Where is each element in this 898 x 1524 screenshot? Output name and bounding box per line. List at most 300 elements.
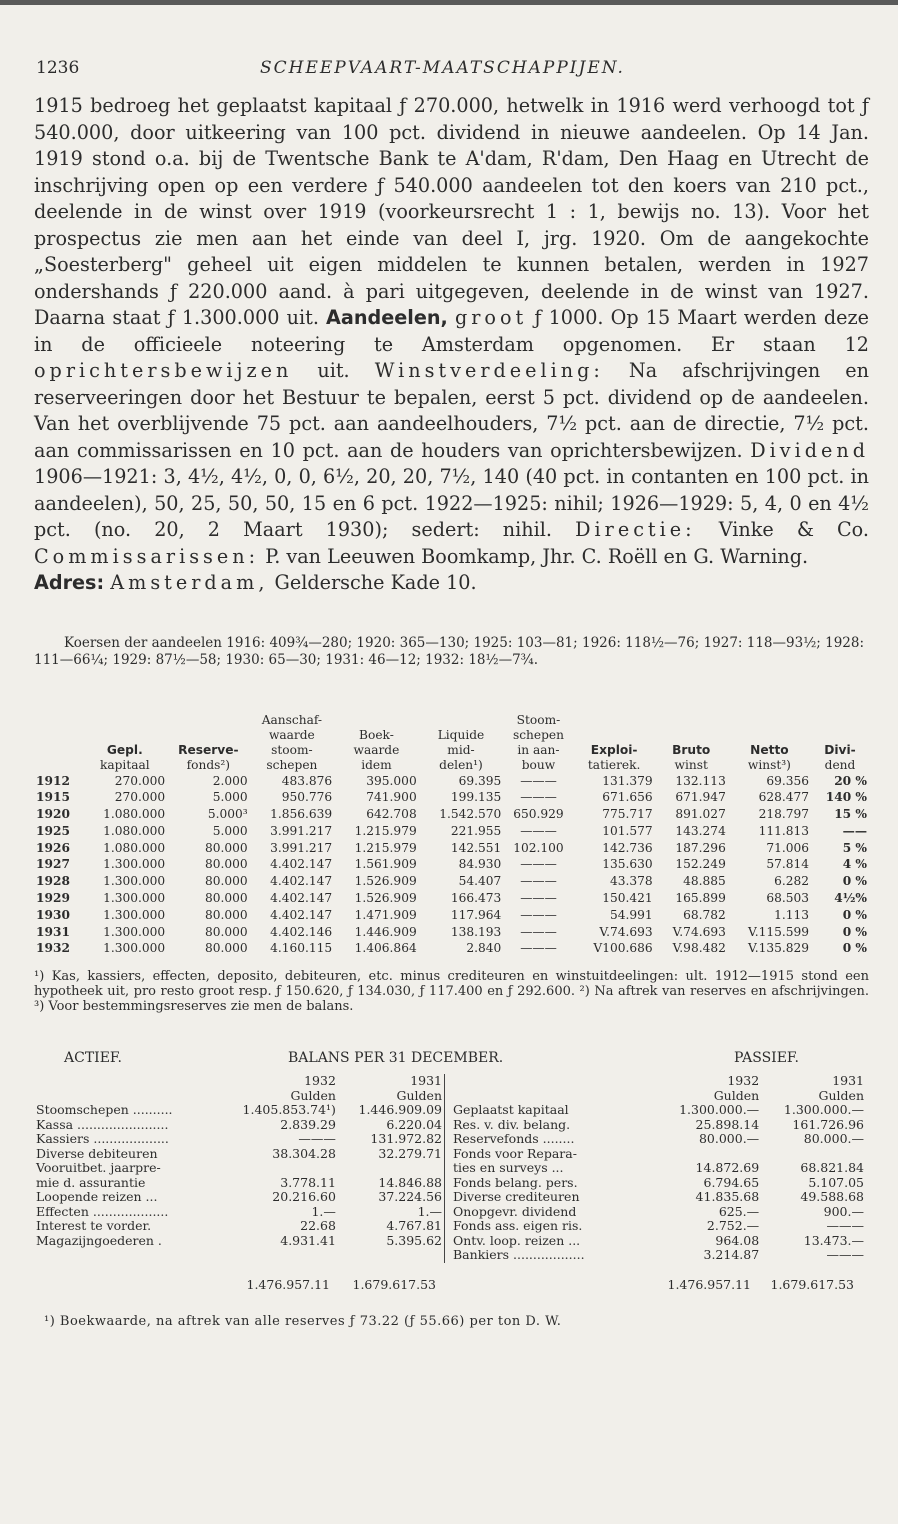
- table-cell: ———: [520, 891, 557, 906]
- row-year: 1920: [36, 807, 70, 822]
- table-cell: 1.080.000: [103, 823, 166, 838]
- actief-item-label: Stoomschepen ..........: [36, 1102, 173, 1118]
- actief-item-label: Kassa .......................: [36, 1116, 169, 1132]
- passief-year-1931: 1931: [832, 1073, 864, 1089]
- table-row: [34, 773, 869, 790]
- table-cell: 5.000³: [207, 807, 248, 822]
- header-cell: Boek-: [359, 727, 394, 742]
- row-year: 1931: [36, 924, 70, 939]
- table-cell: 80.000: [204, 857, 248, 872]
- actief-row: [34, 1103, 444, 1118]
- header-cell: Liquide: [437, 727, 485, 742]
- table-cell: 0 %: [842, 924, 867, 939]
- table-cell: V.135.829: [748, 941, 809, 956]
- header-cell: schepen: [266, 757, 318, 772]
- table-cell: ———: [520, 941, 557, 956]
- adres-street: Geldersche Kade 10.: [274, 571, 477, 594]
- header-cell: [83, 713, 168, 728]
- table-cell: 950.776: [281, 790, 333, 805]
- actief-item-value: 2.839.29: [280, 1116, 336, 1132]
- table-cell: 4.402.147: [270, 907, 333, 922]
- actief-item-value: 20.216.60: [272, 1189, 336, 1205]
- actief-item-value: 4.767.81: [386, 1218, 442, 1234]
- passief-row: [451, 1132, 866, 1147]
- passief-item-value: 964.08: [715, 1232, 760, 1248]
- table-cell: 1.406.864: [354, 941, 417, 956]
- table-cell: 1.300.000: [103, 907, 166, 922]
- table-cell: ———: [520, 907, 557, 922]
- actief-item-label: Loopende reizen ...: [36, 1189, 158, 1205]
- passief-item-label: Bankiers ..................: [453, 1247, 585, 1263]
- table-cell: 142.551: [450, 840, 502, 855]
- header-cell: [574, 728, 655, 743]
- table-cell: 102.100: [513, 840, 564, 855]
- table-cell: 5.000: [212, 823, 248, 838]
- header-cell: [728, 728, 811, 743]
- table-row: [34, 890, 869, 907]
- table-cell: ———: [520, 857, 557, 872]
- actief-unit-1932: Gulden: [290, 1087, 336, 1103]
- aandeelen-label: Aandeelen,: [326, 306, 448, 329]
- actief-item-value: 1.405.853.74¹): [242, 1102, 336, 1118]
- passief-item-value: 5.107.05: [808, 1174, 864, 1190]
- header-cell: [83, 728, 168, 743]
- table-cell: 1.113: [774, 907, 809, 922]
- row-year: 1929: [36, 891, 70, 906]
- table-cell: 68.782: [683, 907, 726, 922]
- table-cell: 4.402.147: [270, 891, 333, 906]
- table-cell: 4½%: [834, 891, 867, 906]
- passief-row: [451, 1103, 866, 1118]
- passief-item-value: 6.794.65: [703, 1174, 760, 1190]
- company-description: [34, 93, 869, 597]
- table-cell: 80.000: [204, 840, 248, 855]
- passief-item-label: Res. v. div. belang.: [453, 1116, 571, 1132]
- total-passief-1932: 1.476.957.11: [667, 1276, 751, 1292]
- passief-item-label: Fonds voor Repara-: [453, 1145, 577, 1161]
- table-cell: 165.899: [675, 891, 726, 906]
- table-cell: 1.446.909: [354, 924, 417, 939]
- table-cell: 68.503: [766, 891, 809, 906]
- table-cell: 48.885: [683, 874, 726, 889]
- header-cell: Stoom-: [516, 712, 561, 727]
- table-row: [34, 924, 869, 941]
- passief-item-value: ———: [826, 1247, 864, 1263]
- passief-item-value: 625.—: [718, 1203, 760, 1219]
- table-cell: 628.477: [758, 790, 809, 805]
- row-year: 1915: [36, 790, 70, 805]
- table-cell: 1.542.570: [439, 807, 502, 822]
- total-actief-1932: 1.476.957.11: [246, 1276, 330, 1292]
- actief-item-value: 6.220.04: [386, 1116, 442, 1132]
- table-cell: 1.215.979: [354, 840, 417, 855]
- table-cell: 0 %: [842, 907, 867, 922]
- groot-label: groot: [454, 306, 528, 329]
- table-row: [34, 856, 869, 873]
- passief-item-value: 25.898.14: [695, 1116, 760, 1132]
- header-cell: waarde: [353, 742, 400, 757]
- actief-item-value: [232, 1161, 338, 1176]
- actief-year-1931: 1931: [410, 1073, 442, 1089]
- commissarissen-label: Commissarissen:: [34, 544, 260, 568]
- balance-sheet-title: BALANS PER 31 DECEMBER.: [288, 1050, 504, 1067]
- table-cell: 4.402.147: [270, 857, 333, 872]
- row-year: 1912: [36, 773, 70, 788]
- table-cell: 131.379: [602, 773, 653, 788]
- passief-item-value: 80.000.—: [803, 1131, 864, 1147]
- actief-row: [34, 1161, 444, 1176]
- actief-item-label: Vooruitbet. jaarpre-: [36, 1160, 161, 1176]
- table-cell: 54.991: [609, 907, 653, 922]
- header-cell: winst³): [747, 757, 791, 772]
- table-row: [34, 940, 869, 957]
- actief-row: [34, 1234, 444, 1249]
- table-cell: 152.249: [675, 857, 726, 872]
- header-cell: winst: [674, 757, 708, 772]
- table-notes: ¹) Kas, kassiers, effecten, deposito, debiteuren, etc. minus crediteuren en winstuitdeelingen: ult. 1912—1915 stond een hypotheek uit, pro resto groot resp. ƒ 150.620, ƒ 134.030, ƒ 117.400 en ƒ 292.600. ²) Na aftrek van reserves en afschrijvingen. ³) Voor bestemmingsreserves zie men de balans.: [34, 969, 869, 1015]
- header-cell: Netto: [750, 742, 789, 757]
- table-cell: 80.000: [204, 907, 248, 922]
- header-cell: Aanschaf-: [261, 712, 323, 727]
- table-cell: 2.000: [212, 773, 248, 788]
- actief-row: [34, 1205, 444, 1220]
- passief-item-label: Geplaatst kapitaal: [453, 1102, 569, 1118]
- passief-title: PASSIEF.: [734, 1050, 799, 1067]
- table-row: [34, 873, 869, 890]
- actief-row: [34, 1190, 444, 1205]
- row-year: 1927: [36, 857, 70, 872]
- table-cell: 1.471.909: [354, 907, 417, 922]
- passief-item-label: Diverse crediteuren: [453, 1189, 580, 1205]
- table-cell: 218.797: [758, 807, 809, 822]
- table-cell: 54.407: [458, 874, 502, 889]
- table-cell: V.74.693: [599, 924, 653, 939]
- passief-item-value: 2.752.—: [706, 1218, 760, 1234]
- table-cell: 1.300.000: [103, 857, 166, 872]
- table-cell: V.98.482: [672, 941, 726, 956]
- table-cell: 135.630: [602, 857, 653, 872]
- actief-row: [34, 1132, 444, 1147]
- header-cell: [167, 713, 250, 728]
- paragraph-directie: Vinke & Co.: [718, 518, 869, 541]
- header-cell: stoom-: [271, 742, 313, 757]
- passief-item-label: Reservefonds ........: [453, 1131, 575, 1147]
- table-cell: V.115.599: [748, 924, 809, 939]
- table-row: [34, 840, 869, 857]
- financial-table-body: [34, 773, 869, 958]
- table-cell: 5.000: [212, 790, 248, 805]
- table-cell: 69.356: [766, 773, 809, 788]
- actief-item-value: 5.395.62: [386, 1232, 442, 1248]
- table-cell: 143.274: [675, 823, 726, 838]
- table-cell: 80.000: [204, 891, 248, 906]
- actief-side: [34, 1074, 444, 1263]
- actief-item-label: Kassiers ...................: [36, 1131, 169, 1147]
- row-year: 1926: [36, 840, 70, 855]
- passief-year-1932: 1932: [727, 1073, 760, 1089]
- paragraph-listing: ƒ 1000. Op 15 Maart werden deze in de officieele noteering te Amsterdam opgenomen. Er staan 12: [34, 306, 869, 356]
- table-cell: 117.964: [450, 907, 502, 922]
- header-cell: fonds²): [186, 757, 231, 772]
- table-cell: 140 %: [825, 790, 867, 805]
- paragraph-profit-distribution: Na afschrijvingen en reserveeringen door het Bestuur te bepalen, eerst 5 pct. dividend op de aandeelen. Van het overblijvende 75 pct. aan aandeelhouders, 7½ pct. aan de directie, 7½ pct. aan commissarissen en 10 pct. aan de houders van oprichtersbewijzen.: [34, 359, 869, 462]
- passief-rows: [451, 1103, 866, 1263]
- table-cell: 671.947: [675, 790, 726, 805]
- passief-unit-1931: Gulden: [818, 1087, 864, 1103]
- header-cell: schepen: [512, 727, 564, 742]
- table-cell: 221.955: [450, 823, 502, 838]
- passief-row: [451, 1205, 866, 1220]
- table-cell: 5 %: [842, 840, 867, 855]
- table-cell: 187.296: [675, 840, 726, 855]
- actief-item-value: ———: [298, 1131, 336, 1147]
- balance-footnote: ¹) Boekwaarde, na aftrek van alle reserves ƒ 73.22 (ƒ 55.66) per ton D. W.: [44, 1313, 562, 1329]
- passief-row: [451, 1118, 866, 1133]
- passief-row: [451, 1161, 866, 1176]
- table-cell: 0 %: [842, 874, 867, 889]
- table-cell: 80.000: [204, 874, 248, 889]
- header-cell: [419, 713, 504, 728]
- actief-row: [34, 1219, 444, 1234]
- passief-item-value: 900.—: [823, 1203, 864, 1219]
- table-cell: 111.813: [758, 823, 809, 838]
- table-cell: 1.080.000: [103, 840, 166, 855]
- passief-item-value: 14.872.69: [695, 1160, 760, 1176]
- actief-item-label: Diverse debiteuren: [36, 1145, 158, 1161]
- header-cell: Reserve-: [178, 742, 239, 757]
- actief-item-value: 3.778.11: [280, 1174, 336, 1190]
- table-cell: 57.814: [766, 857, 809, 872]
- table-cell: 15 %: [834, 807, 867, 822]
- document-page: [34, 40, 869, 1329]
- financial-table-header: [34, 713, 869, 773]
- table-cell: ———: [520, 823, 557, 838]
- passief-row: [451, 1147, 866, 1162]
- table-cell: 199.135: [450, 790, 502, 805]
- balance-sheet-title-row: [34, 1050, 869, 1072]
- table-row: [34, 806, 869, 823]
- actief-item-value: 38.304.28: [272, 1145, 336, 1161]
- header-cell: [34, 758, 83, 773]
- table-cell: 4 %: [842, 857, 867, 872]
- passief-row: [451, 1190, 866, 1205]
- table-cell: 43.378: [609, 874, 653, 889]
- table-cell: 80.000: [204, 941, 248, 956]
- table-cell: 20 %: [834, 773, 867, 788]
- row-year: 1925: [36, 823, 70, 838]
- table-cell: 395.000: [366, 773, 417, 788]
- actief-unit-1931: Gulden: [396, 1087, 442, 1103]
- header-cell: [811, 713, 869, 728]
- header-cell: idem: [361, 757, 392, 772]
- table-cell: 3.991.217: [270, 840, 333, 855]
- actief-item-value: 22.68: [300, 1218, 336, 1234]
- passief-item-value: [761, 1147, 866, 1162]
- table-cell: 3.991.217: [270, 823, 333, 838]
- actief-item-label: mie d. assurantie: [36, 1174, 146, 1190]
- passief-item-label: Onopgevr. dividend: [453, 1203, 577, 1219]
- header-cell: tatierek.: [587, 757, 641, 772]
- passief-item-value: 68.821.84: [800, 1160, 864, 1176]
- table-cell: 132.113: [675, 773, 726, 788]
- balance-sheet: [34, 1074, 869, 1263]
- header-cell: Divi-: [824, 742, 856, 757]
- table-cell: 1.856.639: [270, 807, 333, 822]
- header-cell: delen¹): [439, 757, 483, 772]
- table-cell: 150.421: [602, 891, 653, 906]
- header-cell: Bruto: [672, 742, 711, 757]
- passief-item-value: 13.473.—: [803, 1232, 864, 1248]
- balance-totals: [34, 1277, 869, 1292]
- table-cell: 80.000: [204, 924, 248, 939]
- passief-row: [451, 1176, 866, 1191]
- table-cell: 69.395: [458, 773, 502, 788]
- directie-label: Directie:: [575, 518, 696, 541]
- table-cell: 1.561.909: [354, 857, 417, 872]
- table-row: [34, 907, 869, 924]
- table-cell: ——: [842, 823, 867, 838]
- header-cell: bouw: [521, 757, 556, 772]
- header-cell: [655, 713, 728, 728]
- table-cell: 166.473: [450, 891, 502, 906]
- actief-item-label: Effecten ...................: [36, 1203, 169, 1219]
- header-cell: in aan-: [517, 742, 560, 757]
- table-row: [34, 823, 869, 840]
- passief-item-value: 161.726.96: [792, 1116, 864, 1132]
- passief-item-label: Fonds ass. eigen ris.: [453, 1218, 583, 1234]
- actief-item-value: 14.846.88: [378, 1174, 442, 1190]
- table-cell: 71.006: [766, 840, 809, 855]
- passief-row: [451, 1219, 866, 1234]
- actief-item-value: 1.—: [417, 1203, 442, 1219]
- actief-item-value: 1.446.909.09: [358, 1102, 442, 1118]
- actief-item-value: 37.224.56: [378, 1189, 442, 1205]
- passief-item-value: 41.835.68: [695, 1189, 760, 1205]
- table-cell: 1.300.000: [103, 924, 166, 939]
- table-cell: 138.193: [450, 924, 502, 939]
- actief-title: ACTIEF.: [64, 1050, 122, 1067]
- actief-item-label: Interest te vorder.: [36, 1218, 152, 1234]
- total-actief-1931: 1.679.617.53: [352, 1276, 436, 1292]
- table-cell: ———: [520, 874, 557, 889]
- header-cell: [34, 713, 83, 728]
- passief-item-value: 1.300.000.—: [679, 1102, 760, 1118]
- paragraph-commissarissen: P. van Leeuwen Boomkamp, Jhr. C. Roëll en G. Warning.: [265, 544, 809, 568]
- passief-row: [451, 1234, 866, 1249]
- header-cell: [334, 713, 419, 728]
- table-cell: ———: [520, 790, 557, 805]
- table-cell: V100.686: [593, 941, 653, 956]
- page-top-edge: [0, 0, 898, 5]
- table-cell: 1.300.000: [103, 941, 166, 956]
- paragraph-uit: uit.: [317, 359, 350, 382]
- passief-item-value: 3.214.87: [703, 1247, 760, 1263]
- table-cell: 483.876: [281, 773, 333, 788]
- table-cell: 891.027: [675, 807, 726, 822]
- header-cell: [811, 728, 869, 743]
- table-cell: 642.708: [366, 807, 417, 822]
- passief-item-label: ties en surveys ...: [453, 1160, 564, 1176]
- table-cell: 270.000: [114, 773, 166, 788]
- passief-item-value: 1.300.000.—: [783, 1102, 864, 1118]
- table-cell: 84.930: [458, 857, 502, 872]
- row-year: 1928: [36, 874, 70, 889]
- actief-row: [34, 1147, 444, 1162]
- table-cell: 4.402.146: [270, 924, 333, 939]
- paragraph-dividends: 1906—1921: 3, 4½, 4½, 0, 0, 6½, 20, 20, 7½, 140 (40 pct. in contanten en 100 pct. in aandeelen), 50, 25, 50, 50, 15 en 6 pct. 1922—1925: nihil; 1926—1929: 5, 4, 0 en 4½ pct. (no. 20, 2 Maart 1930); sedert: nihil.: [34, 465, 869, 541]
- actief-item-value: [338, 1161, 444, 1176]
- oprichters-label: oprichtersbewijzen: [34, 359, 293, 382]
- table-cell: V.74.693: [672, 924, 726, 939]
- table-cell: 650.929: [513, 807, 564, 822]
- actief-item-value: 131.972.82: [370, 1131, 442, 1147]
- page-header: [34, 40, 869, 80]
- table-cell: 775.717: [602, 807, 653, 822]
- table-cell: 4.160.115: [270, 941, 333, 956]
- passief-item-value: 49.588.68: [800, 1189, 864, 1205]
- table-cell: 4.402.147: [270, 874, 333, 889]
- header-cell: waarde: [268, 727, 315, 742]
- actief-row: [34, 1118, 444, 1133]
- passief-side: [444, 1074, 866, 1263]
- passief-unit-1932: Gulden: [713, 1087, 760, 1103]
- table-cell: 1.215.979: [354, 823, 417, 838]
- row-year: 1932: [36, 941, 70, 956]
- table-cell: 101.577: [602, 823, 653, 838]
- header-cell: mid-: [447, 742, 475, 757]
- dividend-label: Dividend: [750, 438, 869, 462]
- paragraph-capital-history: 1915 bedroeg het geplaatst kapitaal ƒ 270.000, hetwelk in 1916 werd verhoogd tot ƒ 540.000, door uitkeering van 100 pct. dividend in nieuwe aandeelen. Op 14 Jan. 1919 stond o.a. bij de Twentsche Bank te A'dam, R'dam, Den Haag en Utrecht de inschrijving open op een verdere ƒ 540.000 aandeelen tot den koers van 210 pct., deelende in de winst over 1919 (voorkeursrecht 1 : 1, bewijs no. 13). Voor het prospectus zie men aan het einde van deel I, jrg. 1920. Om de aangekochte „Soesterberg" geheel uit eigen middelen te kunnen betalen, werden in 1927 ondershands ƒ 220.000 aand. à pari uitgegeven, deelende in de winst van 1927. Daarna staat ƒ 1.300.000 uit.: [34, 94, 869, 329]
- passief-item-label: Fonds belang. pers.: [453, 1174, 578, 1190]
- header-cell: [655, 728, 728, 743]
- header-cell: Exploi-: [590, 742, 638, 757]
- actief-item-label: Magazijngoederen .: [36, 1232, 162, 1248]
- header-cell: [728, 713, 811, 728]
- total-passief-1931: 1.679.617.53: [770, 1276, 854, 1292]
- table-cell: 741.900: [366, 790, 417, 805]
- table-cell: 0 %: [842, 941, 867, 956]
- actief-row: [34, 1176, 444, 1191]
- table-cell: 1.300.000: [103, 891, 166, 906]
- table-cell: 1.526.909: [354, 891, 417, 906]
- adres-label: Adres:: [34, 571, 105, 594]
- table-row: [34, 789, 869, 806]
- page-number: 1236: [36, 58, 80, 78]
- winstverdeeling-label: Winstverdeeling:: [374, 359, 604, 382]
- actief-item-value: 1.—: [311, 1203, 336, 1219]
- table-cell: 6.282: [774, 874, 809, 889]
- row-year: 1930: [36, 907, 70, 922]
- passief-item-label: Ontv. loop. reizen ...: [453, 1232, 581, 1248]
- actief-item-value: 32.279.71: [378, 1145, 442, 1161]
- table-cell: 671.656: [602, 790, 653, 805]
- table-cell: 1.080.000: [103, 807, 166, 822]
- running-title: SCHEEPVAART-MAATSCHAPPIJEN.: [260, 58, 625, 78]
- actief-item-value: 4.931.41: [280, 1232, 336, 1248]
- table-cell: ———: [520, 773, 557, 788]
- table-cell: 1.526.909: [354, 874, 417, 889]
- passief-item-value: [656, 1147, 761, 1162]
- table-cell: 142.736: [602, 840, 653, 855]
- table-cell: 1.300.000: [103, 874, 166, 889]
- header-cell: kapitaal: [99, 757, 150, 772]
- adres-city: Amsterdam,: [110, 571, 269, 594]
- header-cell: Gepl.: [106, 742, 143, 757]
- table-cell: ———: [520, 924, 557, 939]
- table-cell: 270.000: [114, 790, 166, 805]
- header-cell: [574, 713, 655, 728]
- header-cell: dend: [824, 757, 856, 772]
